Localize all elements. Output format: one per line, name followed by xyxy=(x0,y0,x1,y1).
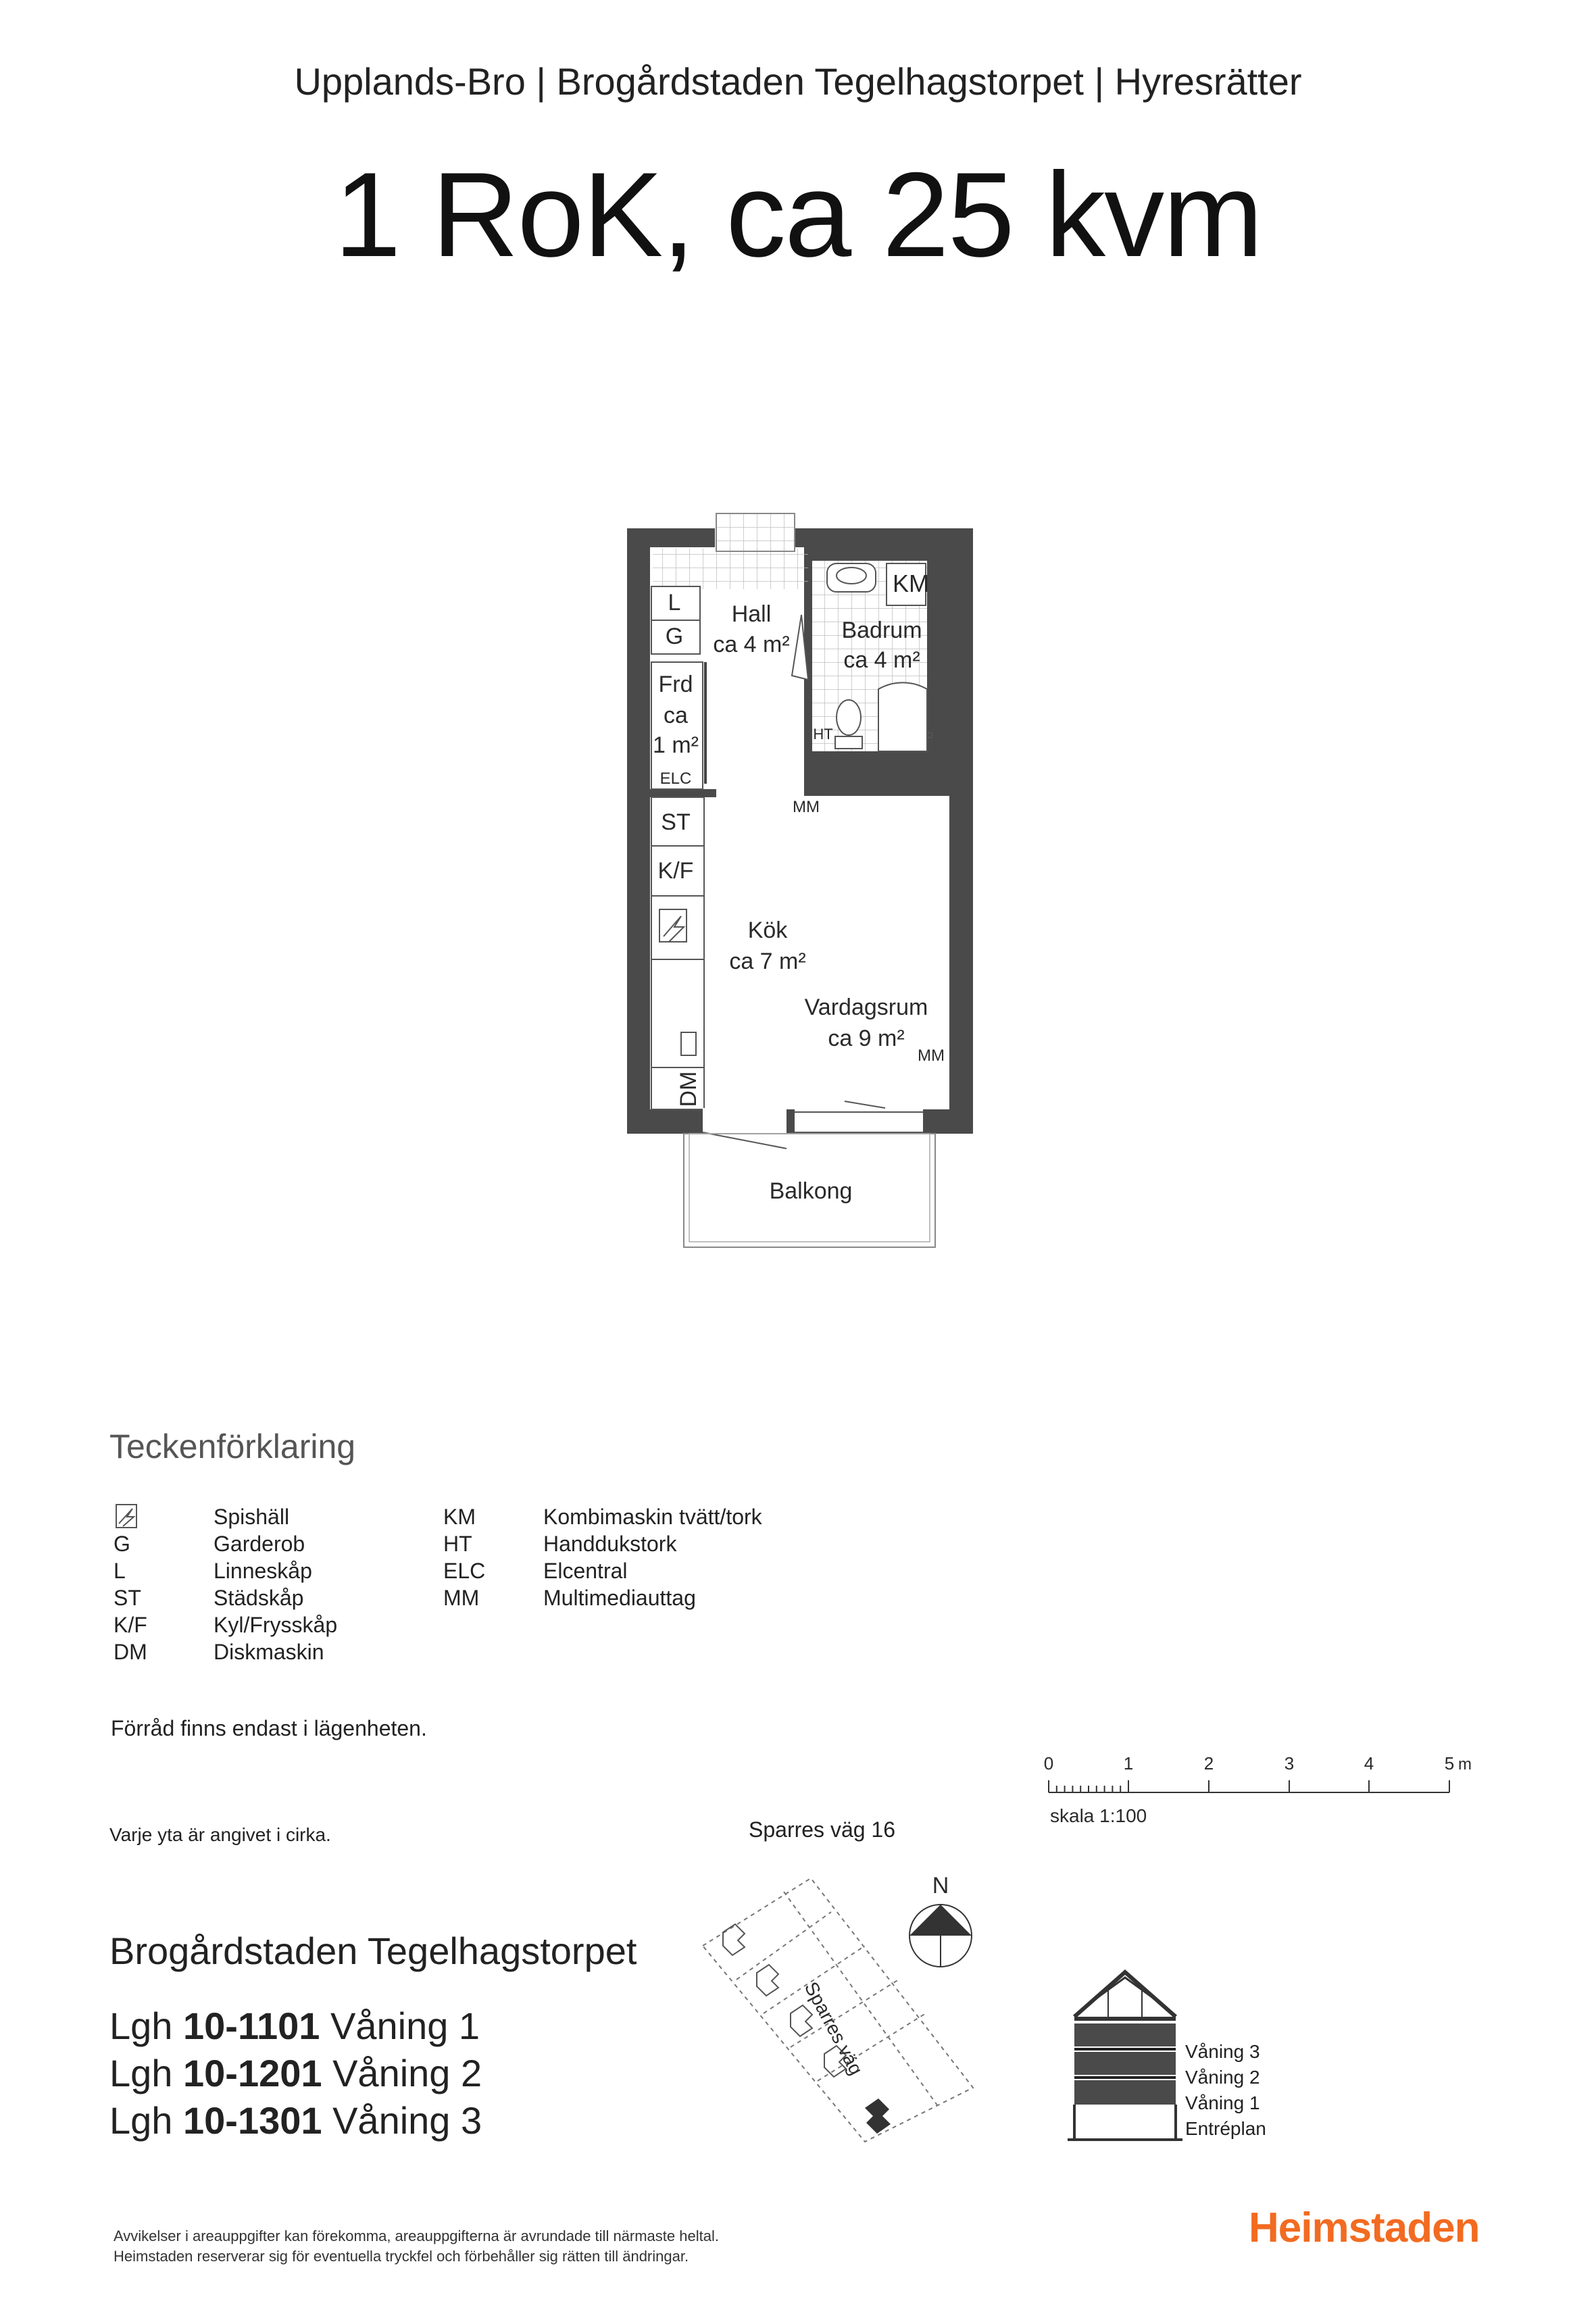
section-floor-label: Våning 1 xyxy=(1185,2092,1260,2113)
unit-line xyxy=(109,2098,482,2142)
legend-code: KM xyxy=(443,1505,476,1529)
unit-floor: Våning 3 xyxy=(332,2099,482,2142)
balkong-label: Balkong xyxy=(769,1178,853,1204)
unit-prefix: Lgh xyxy=(109,2005,173,2047)
kok-name: Kök xyxy=(747,917,788,943)
scale-tick: 2 xyxy=(1203,1753,1214,1774)
scale-tick: 0 xyxy=(1043,1753,1054,1774)
label-ELC: ELC xyxy=(659,770,692,788)
location-line: Upplands-Bro | Brogårdstaden Tegelhagstorpet | Hyresrätter xyxy=(294,60,1302,103)
legend-code: ST xyxy=(114,1586,141,1610)
legend-code: DM xyxy=(114,1640,147,1664)
approx-note: Varje yta är angivet i cirka. xyxy=(109,1824,331,1845)
unit-number: 10-1301 xyxy=(183,2099,322,2142)
storage-note: Förråd finns endast i lägenheten. xyxy=(111,1716,427,1740)
label-MM-1: MM xyxy=(793,798,820,816)
scale-tick: 4 xyxy=(1364,1753,1374,1774)
legend-code: L xyxy=(114,1559,126,1583)
unit-number: 10-1101 xyxy=(183,2005,320,2047)
frd-ca: ca xyxy=(664,703,688,728)
kok-area: ca 7 m² xyxy=(729,949,806,974)
floor-2 xyxy=(1074,2052,1176,2075)
floor-1 xyxy=(1074,2080,1176,2105)
legend-label: Städskåp xyxy=(214,1586,304,1610)
legend-label: Linneskåp xyxy=(214,1559,312,1583)
section-floor-label: Entréplan xyxy=(1185,2118,1266,2139)
label-KM: KM xyxy=(893,570,929,597)
unit-prefix: Lgh xyxy=(109,2099,173,2142)
scale-tick: 5 xyxy=(1444,1753,1455,1774)
hall-area: ca 4 m² xyxy=(713,632,790,657)
unit-floor: Våning 1 xyxy=(330,2005,480,2047)
section-diagram xyxy=(1068,1969,1182,2152)
unit-line xyxy=(109,2004,480,2048)
unit-line xyxy=(109,2051,482,2095)
frd-name: Frd xyxy=(658,672,693,697)
unit-floor: Våning 2 xyxy=(332,2052,482,2094)
stove-icon xyxy=(114,1503,141,1530)
label-HT: HT xyxy=(813,726,833,743)
scale-unit: m xyxy=(1458,1755,1472,1774)
section-floor-labels xyxy=(1185,2039,1266,2142)
disclaimer-line: Heimstaden reserverar sig för eventuella tryckfel och förbehåller sig rätten till ändringar. xyxy=(114,2248,689,2265)
site-address: Sparres väg 16 xyxy=(749,1817,896,1842)
frd-area: 1 m² xyxy=(653,732,699,758)
bath-area: ca 4 m² xyxy=(843,647,920,673)
legend-title: Teckenförklaring xyxy=(109,1428,356,1465)
legend-code: MM xyxy=(443,1586,480,1610)
kitchen-counter xyxy=(651,797,704,1109)
hall-name: Hall xyxy=(731,601,772,627)
scale-label: skala 1:100 xyxy=(1050,1805,1147,1826)
scale-bar xyxy=(1027,1746,1514,1834)
north-label: N xyxy=(932,1873,949,1898)
section-floor-label: Våning 3 xyxy=(1185,2041,1260,2062)
floor-3 xyxy=(1074,2023,1176,2046)
legend-label: Garderob xyxy=(214,1532,305,1556)
legend-code: K/F xyxy=(114,1613,147,1637)
scale-tick: 1 xyxy=(1123,1753,1134,1774)
legend-label: Multimediauttag xyxy=(543,1586,696,1610)
hall-tiles xyxy=(653,549,808,589)
legend-label: Spishäll xyxy=(214,1505,290,1529)
legend-icon-stove xyxy=(114,1503,141,1530)
disclaimer-line: Avvikelser i areauppgifter kan förekomma, areauppgifterna är avrundade till närmaste heltal. xyxy=(114,2228,719,2244)
legend-label: Diskmaskin xyxy=(214,1640,324,1664)
heimstaden-logo: Heimstaden xyxy=(1249,2205,1480,2251)
legend-code: HT xyxy=(443,1532,472,1556)
vard-area: ca 9 m² xyxy=(828,1026,905,1051)
scale-tick: 3 xyxy=(1284,1753,1295,1774)
label-G: G xyxy=(665,624,684,649)
legend-code: ELC xyxy=(443,1559,486,1583)
page-title: 1 RoK, ca 25 kvm xyxy=(334,147,1262,282)
legend-code: G xyxy=(114,1532,130,1556)
bath-name: Badrum xyxy=(841,618,922,643)
floor-plan xyxy=(608,500,987,1270)
label-DM: DM xyxy=(676,1071,701,1107)
legend-label: Handdukstork xyxy=(543,1532,677,1556)
section-floor-label: Våning 2 xyxy=(1185,2067,1260,2088)
label-ST: ST xyxy=(661,809,691,835)
unit-number: 10-1201 xyxy=(183,2052,322,2094)
unit-prefix: Lgh xyxy=(109,2052,173,2094)
toilet-icon xyxy=(837,700,861,735)
street-label: Sparres väg xyxy=(800,1978,867,2079)
disclaimer xyxy=(114,2226,719,2267)
north-arrow-icon xyxy=(905,1871,987,1973)
highlighted-building xyxy=(865,2098,891,2134)
label-KF: K/F xyxy=(657,858,694,884)
label-L: L xyxy=(668,590,681,615)
legend-label: Kyl/Frysskåp xyxy=(214,1613,338,1637)
legend-label: Kombimaskin tvätt/tork xyxy=(543,1505,762,1529)
legend-label: Elcentral xyxy=(543,1559,628,1583)
label-MM-2: MM xyxy=(918,1047,945,1065)
project-name: Brogårdstaden Tegelhagstorpet xyxy=(109,1930,637,1972)
vard-name: Vardagsrum xyxy=(804,995,928,1020)
bathroom-wall-block xyxy=(804,547,949,561)
